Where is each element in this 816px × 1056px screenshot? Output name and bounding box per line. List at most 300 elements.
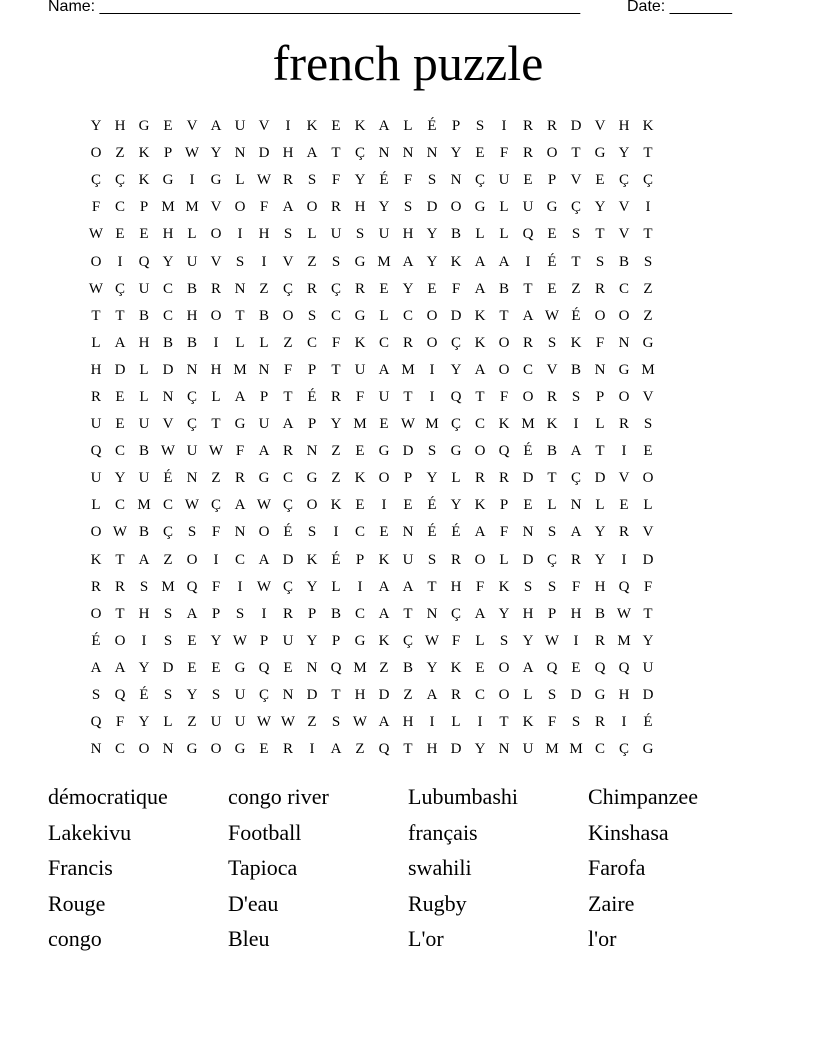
grid-letter[interactable]: Y (354, 172, 366, 189)
grid-letter[interactable]: L (331, 578, 341, 595)
grid-letter[interactable]: S (163, 632, 173, 649)
grid-letter[interactable]: Ç (114, 280, 125, 297)
grid-letter[interactable]: R (210, 280, 221, 297)
grid-letter[interactable]: L (499, 551, 509, 568)
grid-letter[interactable]: N (378, 145, 390, 162)
grid-letter[interactable]: I (381, 497, 387, 514)
grid-letter[interactable]: W (256, 578, 272, 595)
grid-letter[interactable]: T (523, 280, 533, 297)
grid-letter[interactable]: F (451, 632, 461, 649)
grid-letter[interactable]: E (187, 659, 197, 676)
grid-letter[interactable]: W (544, 307, 560, 324)
grid-letter[interactable]: Q (90, 714, 102, 731)
grid-letter[interactable]: C (282, 470, 293, 487)
grid-letter[interactable]: U (90, 416, 102, 433)
grid-letter[interactable]: U (138, 470, 150, 487)
grid-letter[interactable]: H (90, 361, 102, 378)
grid-letter[interactable]: N (498, 741, 510, 758)
grid-letter[interactable]: B (162, 334, 173, 351)
grid-letter[interactable]: S (547, 524, 557, 541)
grid-letter[interactable]: P (547, 172, 557, 189)
grid-letter[interactable]: L (595, 416, 605, 433)
grid-letter[interactable]: N (570, 497, 582, 514)
grid-letter[interactable]: T (475, 388, 485, 405)
grid-letter[interactable]: G (234, 416, 246, 433)
grid-letter[interactable]: B (594, 605, 605, 622)
grid-letter[interactable]: H (450, 578, 462, 595)
grid-letter[interactable]: A (210, 118, 222, 135)
grid-letter[interactable]: S (307, 307, 317, 324)
grid-letter[interactable]: U (378, 226, 390, 243)
grid-letter[interactable]: O (642, 470, 654, 487)
grid-letter[interactable]: K (522, 714, 534, 731)
grid-letter[interactable]: W (616, 605, 632, 622)
grid-letter[interactable]: Ç (90, 172, 101, 189)
grid-letter[interactable]: S (139, 578, 149, 595)
grid-letter[interactable]: B (186, 280, 197, 297)
grid-letter[interactable]: K (138, 172, 150, 189)
grid-letter[interactable]: E (379, 416, 389, 433)
grid-letter[interactable]: C (114, 199, 125, 216)
grid-letter[interactable]: U (642, 659, 654, 676)
grid-letter[interactable]: R (522, 334, 533, 351)
grid-letter[interactable]: I (213, 334, 219, 351)
grid-letter[interactable]: Ç (618, 741, 629, 758)
grid-letter[interactable]: L (475, 226, 485, 243)
grid-letter[interactable]: Y (210, 145, 222, 162)
grid-letter[interactable]: D (162, 659, 174, 676)
grid-letter[interactable]: T (331, 687, 341, 704)
grid-letter[interactable]: Y (426, 253, 438, 270)
grid-letter[interactable]: K (546, 416, 558, 433)
grid-letter[interactable]: F (499, 524, 509, 541)
grid-letter[interactable]: H (138, 605, 150, 622)
grid-letter[interactable]: W (256, 172, 272, 189)
grid-letter[interactable]: Ç (402, 632, 413, 649)
grid-letter[interactable]: F (211, 524, 221, 541)
grid-letter[interactable]: Y (450, 145, 462, 162)
grid-letter[interactable]: B (402, 659, 413, 676)
grid-letter[interactable]: Ç (258, 687, 269, 704)
grid-letter[interactable]: M (137, 497, 151, 514)
grid-letter[interactable]: K (378, 551, 390, 568)
grid-letter[interactable]: R (354, 280, 365, 297)
grid-letter[interactable]: N (234, 524, 246, 541)
grid-letter[interactable]: N (594, 361, 606, 378)
grid-letter[interactable]: R (450, 551, 461, 568)
grid-letter[interactable]: Ç (282, 497, 293, 514)
grid-letter[interactable]: C (522, 361, 533, 378)
grid-letter[interactable]: Y (474, 741, 486, 758)
grid-letter[interactable]: O (306, 497, 318, 514)
grid-letter[interactable]: H (138, 334, 150, 351)
grid-letter[interactable]: W (184, 497, 200, 514)
grid-letter[interactable]: Ç (450, 334, 461, 351)
grid-letter[interactable]: C (234, 551, 245, 568)
grid-letter[interactable]: Y (114, 470, 126, 487)
grid-letter[interactable]: É (163, 470, 173, 487)
grid-letter[interactable]: O (90, 145, 102, 162)
grid-letter[interactable]: L (499, 226, 509, 243)
grid-letter[interactable]: Y (594, 551, 606, 568)
grid-letter[interactable]: N (306, 659, 318, 676)
grid-letter[interactable]: N (618, 334, 630, 351)
grid-letter[interactable]: K (90, 551, 102, 568)
grid-letter[interactable]: K (450, 659, 462, 676)
grid-letter[interactable]: W (88, 280, 104, 297)
grid-letter[interactable]: D (642, 687, 654, 704)
grid-letter[interactable]: O (282, 307, 294, 324)
grid-letter[interactable]: Ç (570, 199, 581, 216)
grid-letter[interactable]: O (378, 470, 390, 487)
grid-letter[interactable]: É (523, 443, 533, 460)
grid-letter[interactable]: K (306, 118, 318, 135)
grid-letter[interactable]: V (546, 361, 558, 378)
grid-letter[interactable]: T (115, 605, 125, 622)
grid-letter[interactable]: F (475, 578, 485, 595)
grid-letter[interactable]: Q (378, 741, 390, 758)
grid-letter[interactable]: A (306, 145, 318, 162)
grid-letter[interactable]: R (594, 632, 605, 649)
grid-letter[interactable]: R (282, 605, 293, 622)
grid-letter[interactable]: Q (186, 578, 198, 595)
grid-letter[interactable]: L (547, 497, 557, 514)
grid-letter[interactable]: Ç (354, 145, 365, 162)
grid-letter[interactable]: N (162, 388, 174, 405)
grid-letter[interactable]: P (307, 361, 317, 378)
grid-letter[interactable]: É (427, 497, 437, 514)
grid-letter[interactable]: Z (379, 659, 389, 676)
grid-letter[interactable]: M (521, 416, 535, 433)
grid-letter[interactable]: V (162, 416, 174, 433)
grid-letter[interactable]: A (570, 524, 582, 541)
grid-letter[interactable]: Ç (450, 605, 461, 622)
grid-letter[interactable]: K (354, 470, 366, 487)
grid-letter[interactable]: Z (571, 280, 581, 297)
grid-letter[interactable]: R (522, 145, 533, 162)
grid-letter[interactable]: O (426, 307, 438, 324)
grid-letter[interactable]: R (450, 687, 461, 704)
grid-letter[interactable]: B (570, 361, 581, 378)
grid-letter[interactable]: Y (594, 524, 606, 541)
grid-letter[interactable]: L (403, 118, 413, 135)
grid-letter[interactable]: M (425, 416, 439, 433)
grid-letter[interactable]: B (498, 280, 509, 297)
grid-letter[interactable]: D (282, 551, 294, 568)
grid-letter[interactable]: L (259, 334, 269, 351)
grid-letter[interactable]: G (354, 253, 366, 270)
grid-letter[interactable]: Ç (114, 172, 125, 189)
grid-letter[interactable]: G (234, 659, 246, 676)
grid-letter[interactable]: D (450, 741, 462, 758)
grid-letter[interactable]: H (282, 145, 294, 162)
grid-letter[interactable]: S (571, 226, 581, 243)
grid-letter[interactable]: Ç (162, 524, 173, 541)
grid-letter[interactable]: P (595, 388, 605, 405)
grid-letter[interactable]: U (522, 199, 534, 216)
grid-letter[interactable]: H (402, 714, 414, 731)
grid-letter[interactable]: N (402, 524, 414, 541)
grid-letter[interactable]: N (450, 172, 462, 189)
grid-letter[interactable]: L (475, 632, 485, 649)
grid-letter[interactable]: W (424, 632, 440, 649)
grid-letter[interactable]: F (331, 172, 341, 189)
grid-letter[interactable]: K (354, 118, 366, 135)
grid-letter[interactable]: S (331, 714, 341, 731)
grid-letter[interactable]: C (162, 307, 173, 324)
grid-letter[interactable]: O (210, 741, 222, 758)
grid-letter[interactable]: W (544, 632, 560, 649)
grid-letter[interactable]: H (522, 605, 534, 622)
grid-letter[interactable]: D (570, 687, 582, 704)
grid-letter[interactable]: Q (330, 659, 342, 676)
grid-letter[interactable]: K (306, 551, 318, 568)
grid-letter[interactable]: S (427, 172, 437, 189)
grid-letter[interactable]: O (618, 388, 630, 405)
grid-letter[interactable]: F (115, 714, 125, 731)
grid-letter[interactable]: T (235, 307, 245, 324)
grid-letter[interactable]: Ç (570, 470, 581, 487)
grid-letter[interactable]: A (402, 253, 414, 270)
grid-letter[interactable]: R (90, 578, 101, 595)
grid-letter[interactable]: F (235, 443, 245, 460)
grid-letter[interactable]: R (570, 551, 581, 568)
grid-letter[interactable]: V (618, 199, 630, 216)
grid-letter[interactable]: U (354, 361, 366, 378)
grid-letter[interactable]: Y (450, 497, 462, 514)
grid-letter[interactable]: O (90, 524, 102, 541)
grid-letter[interactable]: A (378, 605, 390, 622)
grid-letter[interactable]: F (403, 172, 413, 189)
grid-letter[interactable]: G (594, 687, 606, 704)
grid-letter[interactable]: D (306, 687, 318, 704)
grid-letter[interactable]: G (378, 443, 390, 460)
grid-letter[interactable]: E (379, 524, 389, 541)
grid-letter[interactable]: T (571, 253, 581, 270)
grid-letter[interactable]: D (522, 551, 534, 568)
grid-letter[interactable]: C (162, 497, 173, 514)
grid-letter[interactable]: E (283, 659, 293, 676)
grid-letter[interactable]: N (426, 605, 438, 622)
grid-letter[interactable]: Y (426, 659, 438, 676)
grid-letter[interactable]: U (186, 253, 198, 270)
grid-letter[interactable]: S (187, 524, 197, 541)
grid-letter[interactable]: L (139, 388, 149, 405)
grid-letter[interactable]: N (402, 145, 414, 162)
grid-letter[interactable]: R (522, 118, 533, 135)
grid-letter[interactable]: R (546, 388, 557, 405)
grid-letter[interactable]: Y (138, 659, 150, 676)
grid-letter[interactable]: O (138, 741, 150, 758)
grid-letter[interactable]: B (138, 307, 149, 324)
grid-letter[interactable]: T (331, 145, 341, 162)
grid-letter[interactable]: N (90, 741, 102, 758)
grid-letter[interactable]: O (450, 199, 462, 216)
grid-letter[interactable]: E (619, 497, 629, 514)
grid-letter[interactable]: H (258, 226, 270, 243)
grid-letter[interactable]: R (330, 199, 341, 216)
grid-letter[interactable]: Y (162, 253, 174, 270)
grid-letter[interactable]: Q (594, 659, 606, 676)
grid-letter[interactable]: W (232, 632, 248, 649)
grid-letter[interactable]: H (114, 118, 126, 135)
grid-letter[interactable]: A (234, 388, 246, 405)
grid-letter[interactable]: Y (138, 714, 150, 731)
grid-letter[interactable]: I (573, 632, 579, 649)
grid-letter[interactable]: L (139, 361, 149, 378)
grid-letter[interactable]: A (378, 118, 390, 135)
grid-letter[interactable]: E (355, 443, 365, 460)
grid-letter[interactable]: D (642, 551, 654, 568)
grid-letter[interactable]: L (451, 470, 461, 487)
grid-letter[interactable]: K (474, 334, 486, 351)
grid-letter[interactable]: K (354, 334, 366, 351)
grid-letter[interactable]: F (499, 145, 509, 162)
grid-letter[interactable]: N (426, 145, 438, 162)
grid-letter[interactable]: D (258, 145, 270, 162)
grid-letter[interactable]: A (234, 497, 246, 514)
grid-letter[interactable]: Ç (186, 388, 197, 405)
grid-letter[interactable]: T (595, 226, 605, 243)
grid-letter[interactable]: G (354, 632, 366, 649)
grid-letter[interactable]: S (571, 714, 581, 731)
grid-letter[interactable]: É (451, 524, 461, 541)
grid-letter[interactable]: B (618, 253, 629, 270)
grid-letter[interactable]: B (138, 443, 149, 460)
grid-letter[interactable]: T (115, 307, 125, 324)
grid-letter[interactable]: O (90, 605, 102, 622)
grid-letter[interactable]: E (355, 497, 365, 514)
grid-letter[interactable]: U (330, 226, 342, 243)
grid-letter[interactable]: E (571, 659, 581, 676)
grid-letter[interactable]: S (523, 578, 533, 595)
grid-letter[interactable]: U (258, 416, 270, 433)
grid-letter[interactable]: O (258, 524, 270, 541)
grid-letter[interactable]: Q (114, 687, 126, 704)
grid-letter[interactable]: T (115, 551, 125, 568)
grid-letter[interactable]: I (429, 361, 435, 378)
grid-letter[interactable]: G (474, 199, 486, 216)
grid-letter[interactable]: I (501, 118, 507, 135)
grid-letter[interactable]: T (571, 145, 581, 162)
grid-letter[interactable]: É (139, 687, 149, 704)
grid-letter[interactable]: Y (306, 578, 318, 595)
grid-letter[interactable]: T (283, 388, 293, 405)
grid-letter[interactable]: M (641, 361, 655, 378)
grid-letter[interactable]: Ç (450, 416, 461, 433)
grid-letter[interactable]: N (162, 741, 174, 758)
grid-letter[interactable]: M (569, 741, 583, 758)
grid-letter[interactable]: I (309, 741, 315, 758)
grid-letter[interactable]: Z (643, 307, 653, 324)
grid-letter[interactable]: O (498, 659, 510, 676)
grid-letter[interactable]: R (330, 388, 341, 405)
grid-letter[interactable]: Y (522, 632, 534, 649)
grid-letter[interactable]: O (498, 687, 510, 704)
grid-letter[interactable]: Y (450, 361, 462, 378)
grid-letter[interactable]: N (234, 280, 246, 297)
grid-letter[interactable]: G (546, 199, 558, 216)
grid-letter[interactable]: Q (138, 253, 150, 270)
grid-letter[interactable]: R (402, 334, 413, 351)
grid-letter[interactable]: E (115, 226, 125, 243)
grid-letter[interactable]: T (499, 307, 509, 324)
grid-letter[interactable]: T (595, 443, 605, 460)
grid-letter[interactable]: A (570, 443, 582, 460)
grid-letter[interactable]: K (474, 307, 486, 324)
grid-letter[interactable]: A (258, 551, 270, 568)
grid-letter[interactable]: O (186, 551, 198, 568)
grid-letter[interactable]: F (499, 388, 509, 405)
grid-letter[interactable]: I (261, 605, 267, 622)
grid-letter[interactable]: V (618, 226, 630, 243)
grid-letter[interactable]: M (161, 199, 175, 216)
grid-letter[interactable]: Ç (642, 172, 653, 189)
grid-letter[interactable]: B (258, 307, 269, 324)
grid-letter[interactable]: O (474, 443, 486, 460)
grid-letter[interactable]: W (88, 226, 104, 243)
grid-letter[interactable]: C (330, 307, 341, 324)
grid-letter[interactable]: B (186, 334, 197, 351)
grid-letter[interactable]: L (643, 497, 653, 514)
grid-letter[interactable]: C (162, 280, 173, 297)
grid-letter[interactable]: L (307, 226, 317, 243)
grid-letter[interactable]: T (643, 145, 653, 162)
grid-letter[interactable]: D (522, 470, 534, 487)
grid-letter[interactable]: K (138, 145, 150, 162)
grid-letter[interactable]: V (210, 199, 222, 216)
grid-letter[interactable]: É (547, 253, 557, 270)
grid-letter[interactable]: S (595, 253, 605, 270)
grid-letter[interactable]: L (523, 687, 533, 704)
grid-letter[interactable]: O (522, 388, 534, 405)
grid-letter[interactable]: L (91, 334, 101, 351)
grid-letter[interactable]: P (331, 632, 341, 649)
grid-letter[interactable]: É (427, 524, 437, 541)
grid-letter[interactable]: R (594, 714, 605, 731)
grid-letter[interactable]: S (475, 118, 485, 135)
grid-letter[interactable]: Z (331, 443, 341, 460)
grid-letter[interactable]: T (403, 388, 413, 405)
grid-letter[interactable]: G (642, 334, 654, 351)
grid-letter[interactable]: G (594, 145, 606, 162)
grid-letter[interactable]: Y (498, 605, 510, 622)
grid-letter[interactable]: A (258, 443, 270, 460)
grid-letter[interactable]: W (160, 443, 176, 460)
grid-letter[interactable]: H (594, 578, 606, 595)
grid-letter[interactable]: U (138, 416, 150, 433)
grid-letter[interactable]: M (353, 659, 367, 676)
grid-letter[interactable]: D (426, 199, 438, 216)
grid-letter[interactable]: D (570, 118, 582, 135)
grid-letter[interactable]: A (282, 199, 294, 216)
grid-letter[interactable]: A (498, 253, 510, 270)
grid-letter[interactable]: O (234, 199, 246, 216)
grid-letter[interactable]: H (354, 687, 366, 704)
grid-letter[interactable]: U (90, 470, 102, 487)
grid-letter[interactable]: H (210, 361, 222, 378)
grid-letter[interactable]: K (498, 416, 510, 433)
grid-letter[interactable]: P (139, 199, 149, 216)
grid-letter[interactable]: S (163, 605, 173, 622)
grid-letter[interactable]: R (90, 388, 101, 405)
grid-letter[interactable]: M (617, 632, 631, 649)
grid-letter[interactable]: I (621, 443, 627, 460)
grid-letter[interactable]: G (618, 361, 630, 378)
grid-letter[interactable]: É (643, 714, 653, 731)
grid-letter[interactable]: A (90, 659, 102, 676)
grid-letter[interactable]: L (595, 497, 605, 514)
